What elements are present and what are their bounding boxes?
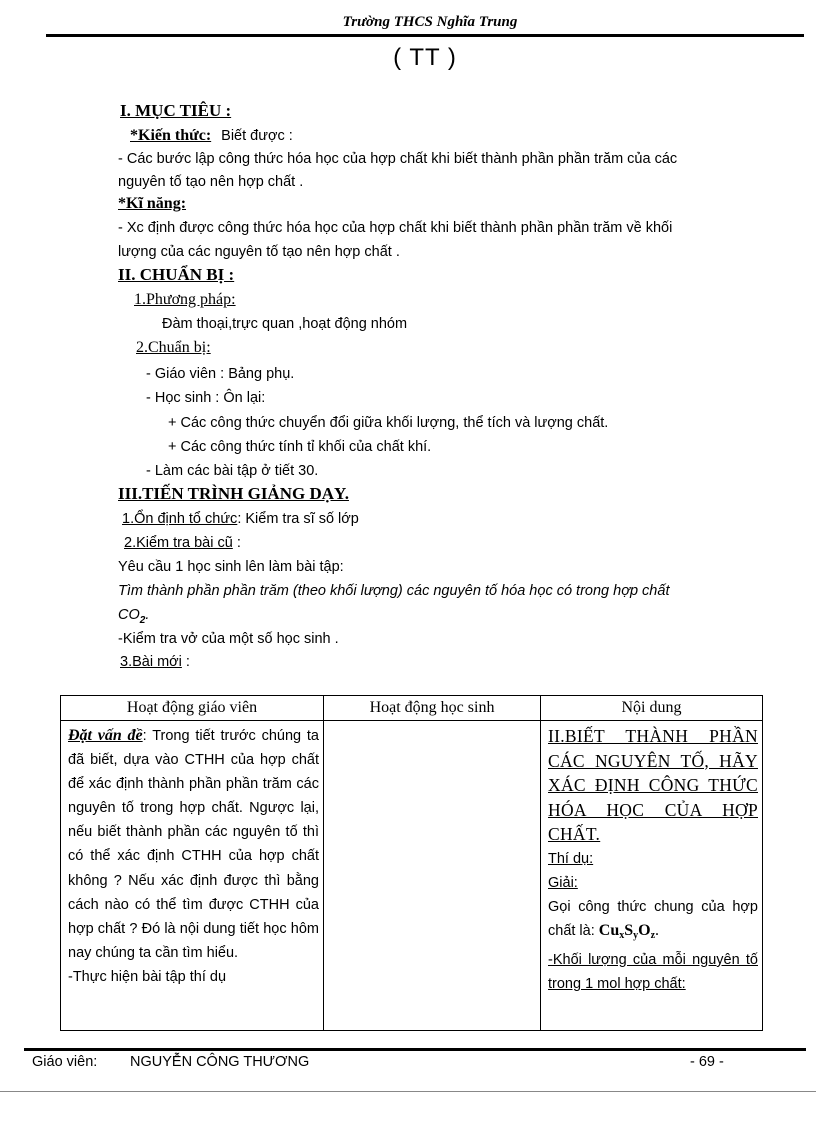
step3-text: : [181, 654, 190, 670]
formula-o: O [638, 921, 651, 939]
school-header: Trường THCS Nghĩa Trung [342, 14, 518, 30]
table-row [61, 721, 763, 1031]
exercise-line: Tìm thành phần phần trăm (theo khối lượng) các nguyên tố hóa học có trong hợp chất [118, 583, 670, 599]
knowledge-label: *Kiến thức: [130, 127, 212, 144]
content-block [541, 721, 762, 1000]
solution-label: Giải: [548, 874, 578, 891]
method-label: 1.Phương pháp: [134, 291, 236, 308]
formula-sub-y: y [633, 929, 639, 941]
knowledge-line-1: - Các bước lập công thức hóa học của hợp chất khi biết thành phần phần trăm của các [118, 151, 678, 167]
content-heading-line-4: HÓA HỌC CỦA HỢP [548, 799, 758, 820]
header-content: Nội dung [541, 696, 763, 721]
prep-item-formula-2: + Các công thức tính tỉ khối của chất khí. [168, 439, 432, 455]
prep-item-student: - Học sinh : Ôn lại: [146, 390, 266, 406]
student-activity-cell [324, 721, 541, 1031]
knowledge-line-2: nguyên tố tạo nên hợp chất . [118, 174, 304, 190]
formula-sub-z: z [650, 929, 656, 941]
step2-text: : [232, 535, 241, 551]
exercise-formula [118, 605, 149, 631]
knowledge-intro: Biết được : [221, 128, 293, 144]
teacher-label: Đặt vấn đề [68, 727, 143, 744]
table-header-row [61, 696, 763, 721]
prep-item-homework: - Làm các bài tập ở tiết 30. [146, 463, 319, 479]
teacher-paragraph [61, 721, 323, 991]
content-heading-line-3: XÁC ĐỊNH CÔNG THỨC [548, 775, 758, 795]
teacher-activity-cell [61, 721, 324, 1031]
footer-rule [24, 1048, 806, 1051]
teacher-text: : Trong tiết trước chúng ta đã biết, dựa vào CTHH của hợp chất để xác định thành phần phần trăm các nguyên tố trong hợp chất. Ngược lại, nếu biết thành phần các nguyên tố thì có thể xác định CTHH của hợp chất không ? Nếu xác định được thì bằng cách nào có thể tìm được CTHH của hợp chất ? Đó là nội dung tiết học hôm nay chúng ta cần tìm hiểu. [68, 728, 319, 961]
content-heading-line-1: II.BIẾT THÀNH PHẦN [548, 726, 758, 746]
formula-co: CO [118, 607, 140, 623]
content-cell [541, 721, 763, 1031]
step1-text: : Kiểm tra sĩ số lớp [237, 511, 359, 527]
page-title: ( TT ) [393, 44, 457, 71]
prep-label: 2.Chuẩn bị: [136, 339, 211, 356]
header-rule [46, 34, 804, 37]
formula-s: S [624, 921, 634, 939]
example-label: Thí dụ: [548, 850, 594, 867]
method-text: Đàm thoại,trực quan ,hoạt động nhóm [162, 316, 408, 332]
footer-label: Giáo viên: [32, 1054, 98, 1070]
formula-period: . [655, 921, 660, 939]
step3-row [120, 652, 190, 672]
formula-cu: Cu [598, 921, 620, 939]
check-line: -Kiểm tra vở của một số học sinh . [118, 631, 339, 647]
objectives-heading: I. MỤC TIÊU : [120, 101, 232, 120]
lesson-table [60, 695, 763, 1031]
teacher-task: -Thực hiện bài tập thí dụ [68, 968, 227, 985]
formula-end: . [145, 607, 150, 623]
skills-label: *Kĩ năng: [118, 195, 187, 212]
footer-page-number: - 69 - [690, 1054, 724, 1070]
prep-item-formula-1: + Các công thức chuyển đổi giữa khối lượng, thể tích và lượng chất. [168, 415, 609, 431]
formula-co-subscript: 2 [139, 614, 146, 626]
content-heading-line-2: CÁC NGUYÊN TỐ, HÃY [548, 750, 758, 771]
step2-label: 2.Kiểm tra bài cũ [124, 535, 233, 551]
process-heading: III.TIẾN TRÌNH GIẢNG DẠY. [118, 484, 349, 503]
header-student-activity: Hoạt động học sinh [324, 696, 541, 721]
knowledge-row [130, 126, 293, 146]
content-heading-line-5: CHẤT. [548, 824, 601, 844]
general-formula-line [548, 895, 758, 948]
skills-line-1: - Xc định được công thức hóa học của hợp chất khi biết thành phần phần trăm về khối [118, 220, 673, 236]
step1-row [122, 509, 359, 529]
preparation-heading: II. CHUẨN BỊ : [118, 265, 235, 284]
skills-line-2: lượng của các nguyên tố tạo nên hợp chất . [118, 244, 400, 260]
header-teacher-activity: Hoạt động giáo viên [61, 696, 324, 721]
request-line: Yêu cầu 1 học sinh lên làm bài tập: [118, 559, 344, 575]
prep-item-teacher: - Giáo viên : Bảng phụ. [146, 366, 295, 382]
mass-text: -Khối lượng của mỗi nguyên tố trong 1 mol hợp chất: [548, 951, 758, 992]
formula-sub-x: x [619, 929, 625, 941]
step2-row [124, 533, 241, 553]
content-heading [548, 724, 758, 847]
footer-teacher-name: NGUYỄN CÔNG THƯƠNG [130, 1054, 310, 1070]
step3-label: 3.Bài mới [120, 654, 182, 670]
general-formula-text: Gọi công thức chung của hợp chất là: [548, 898, 758, 939]
step1-label: 1.Ổn định tổ chức [122, 511, 238, 527]
page-bottom-rule [0, 1091, 816, 1092]
